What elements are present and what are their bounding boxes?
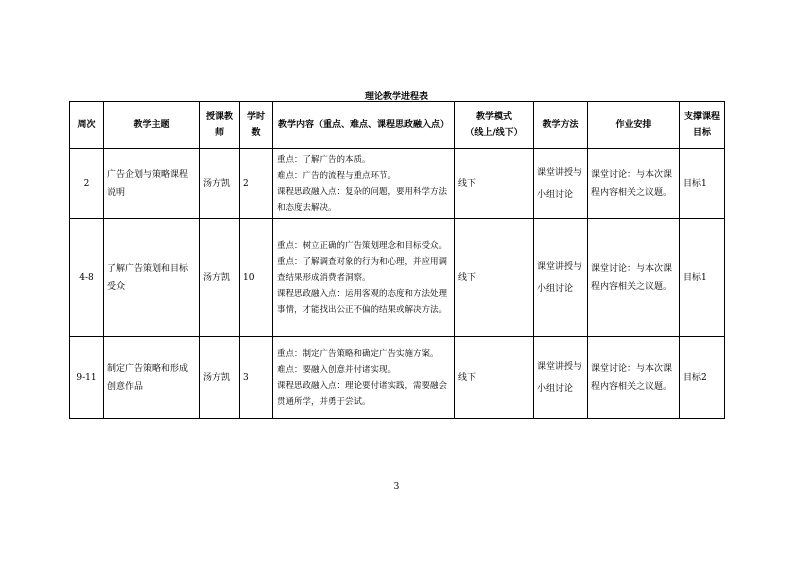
header-row: [70, 102, 725, 149]
header-week: 周次: [70, 102, 104, 149]
header-mode-line2: （线上/线下）: [465, 128, 523, 138]
teaching-schedule-table: [69, 101, 725, 419]
table-row: [70, 149, 725, 219]
cell-week: 4-8: [70, 219, 104, 337]
cell-content: [273, 219, 455, 337]
header-teacher: 授课教师: [200, 102, 240, 149]
cell-method: 课堂讲授与小组讨论: [534, 149, 588, 219]
header-method: 教学方法: [534, 102, 588, 149]
content-line: 重点：制定广告策略和确定广告实施方案。: [277, 348, 439, 359]
cell-topic: 广告企划与策略课程说明: [104, 149, 200, 219]
cell-hours: 10: [240, 219, 273, 337]
content-line: 课程思政融入点：运用客观的态度和方法处理事情，才能找出公正不偏的结果或解决方法。: [277, 288, 448, 315]
cell-teacher: 汤方凯: [200, 219, 240, 337]
cell-support: 目标2: [680, 337, 725, 419]
cell-topic: 制定广告策略和形成创意作品: [104, 337, 200, 419]
cell-method: 课堂讲授与小组讨论: [534, 219, 588, 337]
cell-method: 课堂讲授与小组讨论: [534, 337, 588, 419]
cell-homework: 课堂讨论：与本次课程内容相关之议题。: [588, 149, 680, 219]
content-line: 重点：树立正确的广告策划理念和目标受众。: [277, 240, 448, 251]
cell-homework: 课堂讨论：与本次课程内容相关之议题。: [588, 337, 680, 419]
cell-support: 目标1: [680, 149, 725, 219]
cell-teacher: 汤方凯: [200, 149, 240, 219]
cell-teacher: 汤方凯: [200, 337, 240, 419]
header-support: 支撑课程目标: [680, 102, 725, 149]
content-line: 难点：广告的流程与重点环节。: [277, 170, 397, 181]
cell-content: [273, 337, 455, 419]
cell-homework: 课堂讨论：与本次课程内容相关之议题。: [588, 219, 680, 337]
content-line: 重点：了解广告的本质。: [277, 154, 371, 165]
content-line: 难点：要融入创意并付诸实现。: [277, 364, 397, 375]
cell-week: 9-11: [70, 337, 104, 419]
cell-mode: 线下: [455, 337, 534, 419]
cell-topic: 了解广告策划和目标受众: [104, 219, 200, 337]
content-line: 课程思政融入点：复杂的问题，要用科学方法和态度去解决。: [277, 186, 448, 213]
cell-hours: 2: [240, 149, 273, 219]
header-mode: [455, 102, 534, 149]
header-content: 教学内容（重点、难点、课程思政融入点）: [273, 102, 455, 149]
cell-mode: 线下: [455, 149, 534, 219]
page-number: 3: [393, 482, 400, 492]
table-title: 理论教学进程表: [364, 92, 428, 102]
cell-hours: 3: [240, 337, 273, 419]
header-mode-line1: 教学模式: [475, 112, 512, 122]
table-row: [70, 219, 725, 337]
cell-support: 目标1: [680, 219, 725, 337]
table-row: [70, 337, 725, 419]
header-hours: 学时数: [240, 102, 273, 149]
content-line: 重点：了解调查对象的行为和心理，并应用调查结果形成消费者洞察。: [277, 256, 448, 283]
header-homework: 作业安排: [588, 102, 680, 149]
header-topic: 教学主题: [104, 102, 200, 149]
cell-mode: 线下: [455, 219, 534, 337]
cell-content: [273, 149, 455, 219]
cell-week: 2: [70, 149, 104, 219]
content-line: 课程思政融入点：理论要付诸实践，需要融会贯通所学，并勇于尝试。: [277, 380, 448, 407]
